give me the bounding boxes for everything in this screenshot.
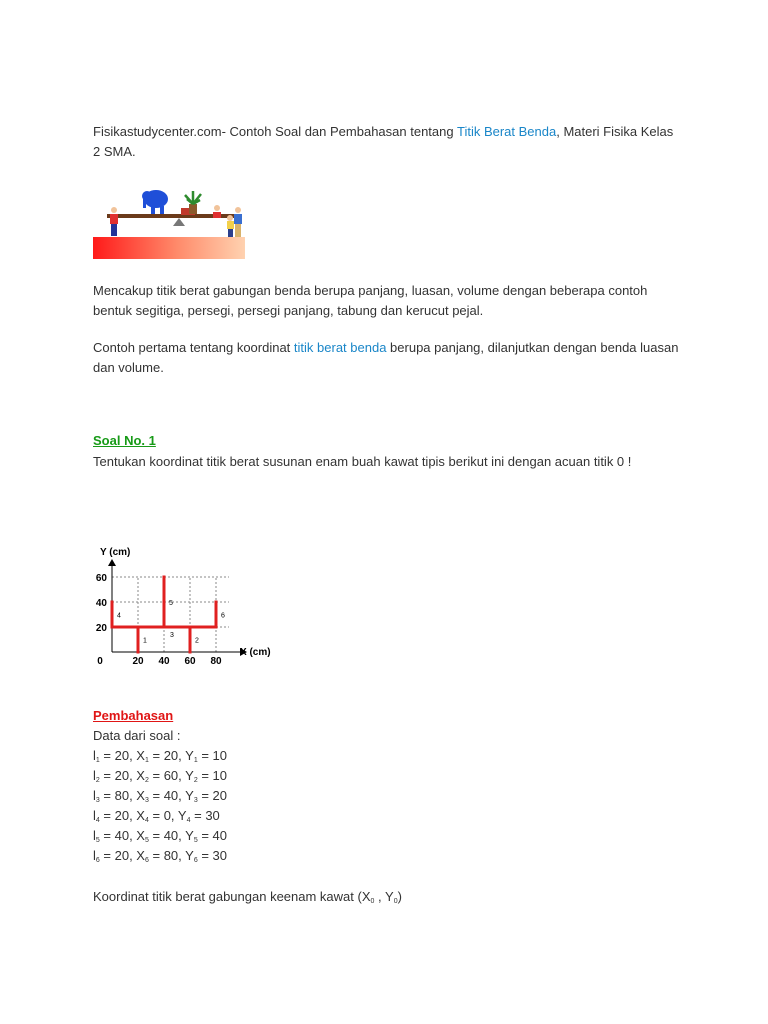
- wire-label: 2: [195, 637, 199, 645]
- x-tick-label: 60: [184, 656, 196, 667]
- scope-paragraph: Mencakup titik berat gabungan benda berupa panjang, luasan, volume dengan beberapa contoh bentuk segitiga, persegi, persegi panjang, tabung dan kerucut pejal.: [93, 283, 648, 318]
- balance-illustration: [93, 186, 249, 262]
- x-tick-label: 20: [132, 656, 144, 667]
- intro-suffix: , Materi Fisika Kelas 2 SMA.: [93, 124, 674, 159]
- x-axis-label: X (cm): [240, 647, 271, 658]
- intro-paragraph: [93, 122, 683, 162]
- x-tick-label: 80: [210, 656, 222, 667]
- combined-sub-y: 0: [393, 898, 398, 905]
- wire-label: 5: [169, 600, 173, 607]
- problem-heading: Soal No. 1: [93, 433, 156, 448]
- data-label: Data dari soal :: [93, 728, 181, 743]
- combined-sub-x: 0: [370, 898, 375, 905]
- wire-label: 3: [170, 632, 174, 639]
- data-row: $l_1 = 20$, $X_1 = 20$, $Y_1 = 10$: [93, 748, 227, 764]
- first-example-suffix: berupa panjang, dilanjutkan dengan benda luasan dan volume.: [93, 340, 679, 375]
- x-tick-label: 0: [97, 656, 103, 667]
- wire-diagram: [90, 540, 280, 670]
- data-row: $l_4 = 20$, $X_4 = 0$, $Y_4 = 30$: [93, 808, 220, 824]
- wire-label: 4: [117, 612, 121, 620]
- first-example-text: Contoh pertama tentang koordinat: [93, 340, 294, 355]
- intro-text: Fisikastudycenter.com- Contoh Soal dan Pembahasan tentang: [93, 124, 457, 139]
- y-tick-label: 40: [95, 598, 107, 609]
- wire-label: 1: [143, 637, 147, 645]
- combined-prefix: Koordinat titik berat gabungan keenam kawat (X: [93, 889, 371, 904]
- first-example-paragraph: [93, 338, 683, 378]
- combined-mid: , Y: [374, 889, 394, 904]
- data-row: $l_5 = 40$, $X_5 = 40$, $Y_5 = 40$: [93, 828, 227, 844]
- titik-berat-benda-link-2[interactable]: titik berat benda: [293, 340, 387, 355]
- problem-question: Tentukan koordinat titik berat susunan enam buah kawat tipis berikut ini dengan acuan titik 0 !: [93, 454, 632, 469]
- solution-heading: Pembahasan: [93, 708, 174, 723]
- titik-berat-benda-link[interactable]: Titik Berat Benda: [456, 124, 557, 139]
- combined-coordinate-text: [93, 887, 402, 912]
- combined-suffix: ): [397, 889, 402, 904]
- y-tick-label: 60: [95, 573, 107, 584]
- data-row: $l_3 = 80$, $X_3 = 40$, $Y_3 = 20$: [93, 788, 227, 804]
- y-tick-label: 20: [95, 623, 107, 634]
- x-tick-label: 40: [158, 656, 170, 667]
- y-axis-label: Y (cm): [100, 547, 131, 558]
- data-row: $l_2 = 20$, $X_2 = 60$, $Y_2 = 10$: [93, 768, 227, 784]
- wire-label: 6: [221, 612, 225, 620]
- data-row: $l_6 = 20$, $X_6 = 80$, $Y_6 = 30$: [93, 848, 227, 864]
- y-axis-arrow: [108, 559, 116, 566]
